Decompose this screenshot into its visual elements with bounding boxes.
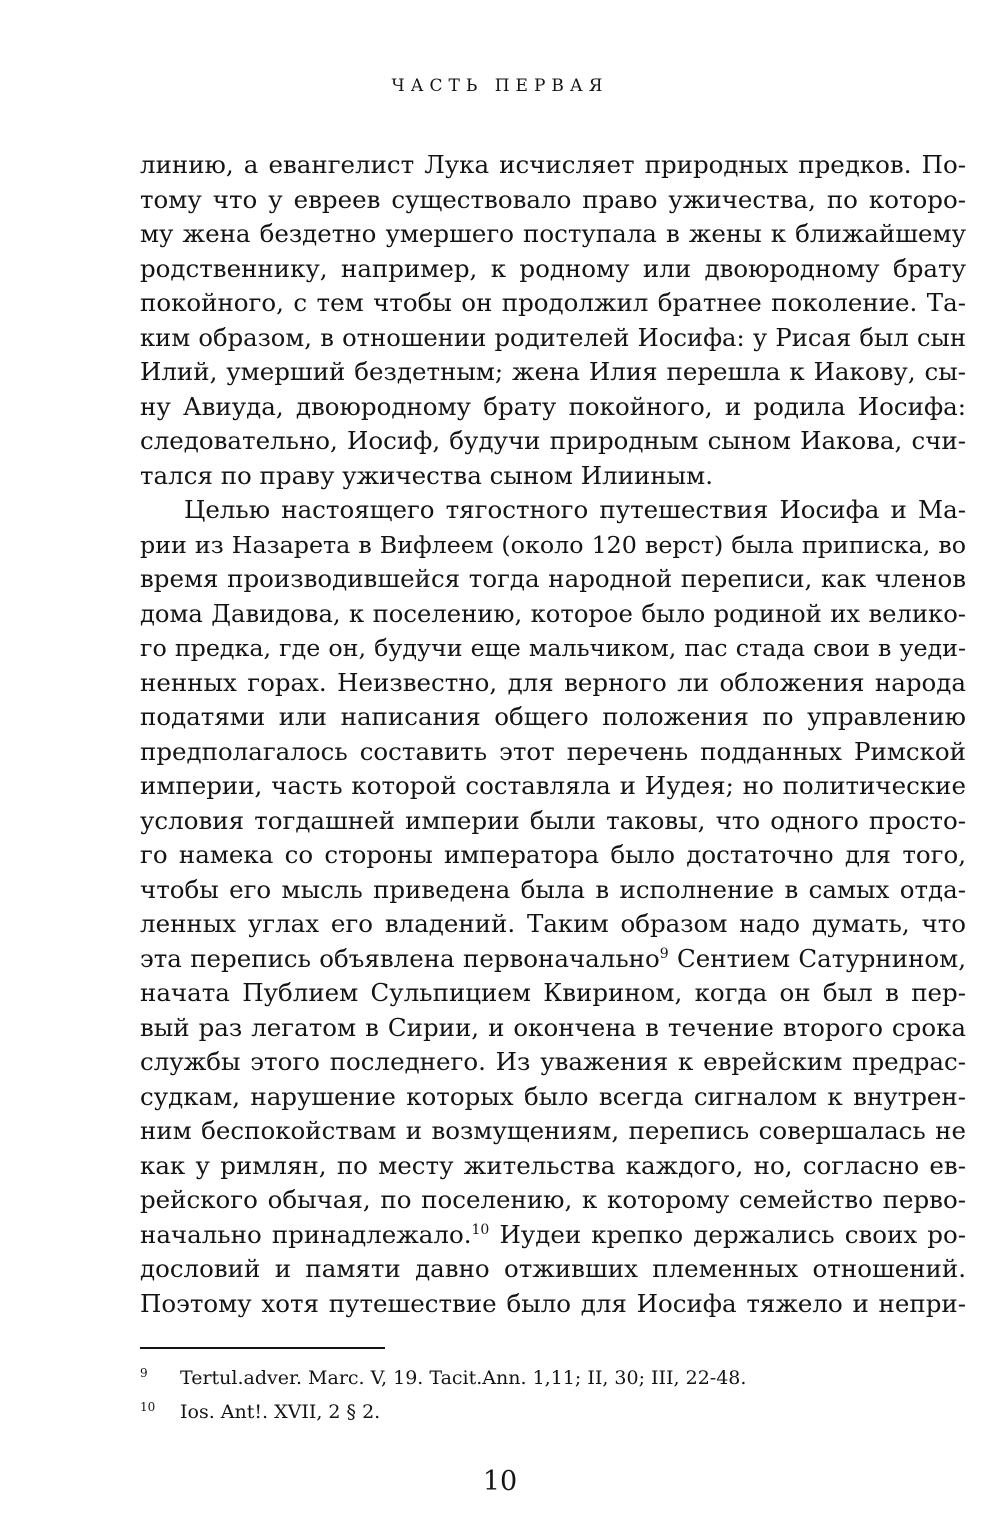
text-line: условия тогдашней империи были таковы, что одного просто-: [140, 805, 966, 835]
text-line: империи, часть которой составляла и Иудея; но политические: [140, 771, 966, 800]
text-segment: Сентием Сатурнином,: [668, 943, 966, 973]
text-line: тался по праву ужичества сыном Илииным.: [140, 460, 714, 490]
text-line: рии из Назарета в Вифлеем (около 120 верст) была приписка, во: [140, 530, 966, 559]
footnote-9: 9 Tertul.adver. Marc. V, 19. Tacit.Ann. 1,11; II, 30; III, 22-48.: [140, 1365, 747, 1389]
text-line: время производившейся тогда народной переписи, как членов: [140, 564, 966, 593]
text-line: чтобы его мысль приведена была в исполнение в самых отда-: [140, 874, 966, 904]
text-line: ким образом, в отношении родителей Иосифа: у Рисая был сын: [140, 322, 966, 352]
text-line: ну Авиуда, двоюродному брату покойного, и родила Иосифа:: [140, 391, 966, 421]
footnotes: [140, 1361, 966, 1429]
footnote-ref-10[interactable]: 10: [471, 1221, 490, 1238]
text-line: го намека со стороны императора было достаточно для того,: [140, 840, 966, 869]
text-line: вый раз легатом в Сирии, и окончена в течение второго срока: [140, 1012, 966, 1042]
text-line: ненных горах. Неизвестно, для верного ли обложения народа: [140, 667, 966, 697]
text-line: судкам, нарушение которых было всегда сигналом к внутрен-: [140, 1081, 966, 1111]
text-line: следовательно, Иосиф, будучи природным сыном Иакова, счи-: [140, 426, 966, 455]
paragraph-2: [140, 493, 966, 1321]
text-segment: Иудеи крепко держались своих ро-: [489, 1219, 966, 1249]
footnote-ref-9[interactable]: 9: [659, 945, 669, 962]
footnote-text: Ios. Ant!. XVII, 2 § 2.: [180, 1401, 381, 1423]
text-line: начата Публием Сульпицием Квирином, когда он был в пер-: [140, 978, 966, 1007]
text-line: [140, 942, 966, 977]
footnote-text: Tertul.adver. Marc. V, 19. Tacit.Ann. 1,11; II, 30; III, 22-48.: [180, 1367, 747, 1389]
paragraph-1: [140, 148, 966, 493]
text-segment: эта перепись объявлена первоначально: [140, 943, 660, 973]
text-line: тому что у евреев существовало право ужичества, по которо-: [140, 184, 966, 214]
text-line: службы этого последнего. Из уважения к еврейским предрас-: [140, 1047, 966, 1076]
text-line: покойного, с тем чтобы он продолжил братнее поколение. Та-: [140, 288, 966, 317]
text-line: му жена бездетно умершего поступала в жены к ближайшему: [140, 219, 966, 248]
text-line: дословий и памяти давно отживших племенных отношений.: [140, 1254, 966, 1283]
footnote-rule: [140, 1347, 385, 1349]
text-line: ним беспокойствам и возмущениям, перепись совершалась не: [140, 1116, 966, 1145]
page-number: 10: [482, 1466, 518, 1497]
text-line: как у римлян, по месту жительства каждого, но, согласно ев-: [140, 1150, 966, 1180]
text-line: податями или написания общего положения по управлению: [140, 702, 966, 731]
text-line: линию, а евангелист Лука исчисляет природных предков. По-: [140, 150, 966, 179]
body-text: [140, 148, 966, 1321]
text-line: предполагалось составить этот перечень подданных Римской: [140, 736, 966, 766]
text-line: Целью настоящего тягостного путешествия Иосифа и Ма-: [184, 495, 966, 524]
text-line: Илий, умерший бездетным; жена Илия перешла к Иакову, сы-: [140, 357, 966, 386]
text-line: го предка, где он, будучи еще мальчиком, пас стада свои в уеди-: [140, 634, 966, 662]
footnote-10: 10 Ios. Ant!. XVII, 2 § 2.: [140, 1399, 381, 1423]
text-line: рейского обычая, по поселению, к которому семейство перво-: [140, 1185, 966, 1214]
running-head: ЧАСТЬ ПЕРВАЯ: [391, 76, 609, 96]
text-line: ленных углах его владений. Таким образом надо думать, что: [140, 909, 966, 938]
text-line: дома Давидова, к поселению, которое было родиной их велико-: [140, 598, 966, 628]
text-line: [140, 1218, 966, 1253]
text-segment: начально принадлежало.: [140, 1219, 472, 1249]
text-line: родственнику, например, к родному или двоюродному брату: [140, 253, 966, 283]
text-line: Поэтому хотя путешествие было для Иосифа тяжело и непри-: [140, 1288, 966, 1318]
